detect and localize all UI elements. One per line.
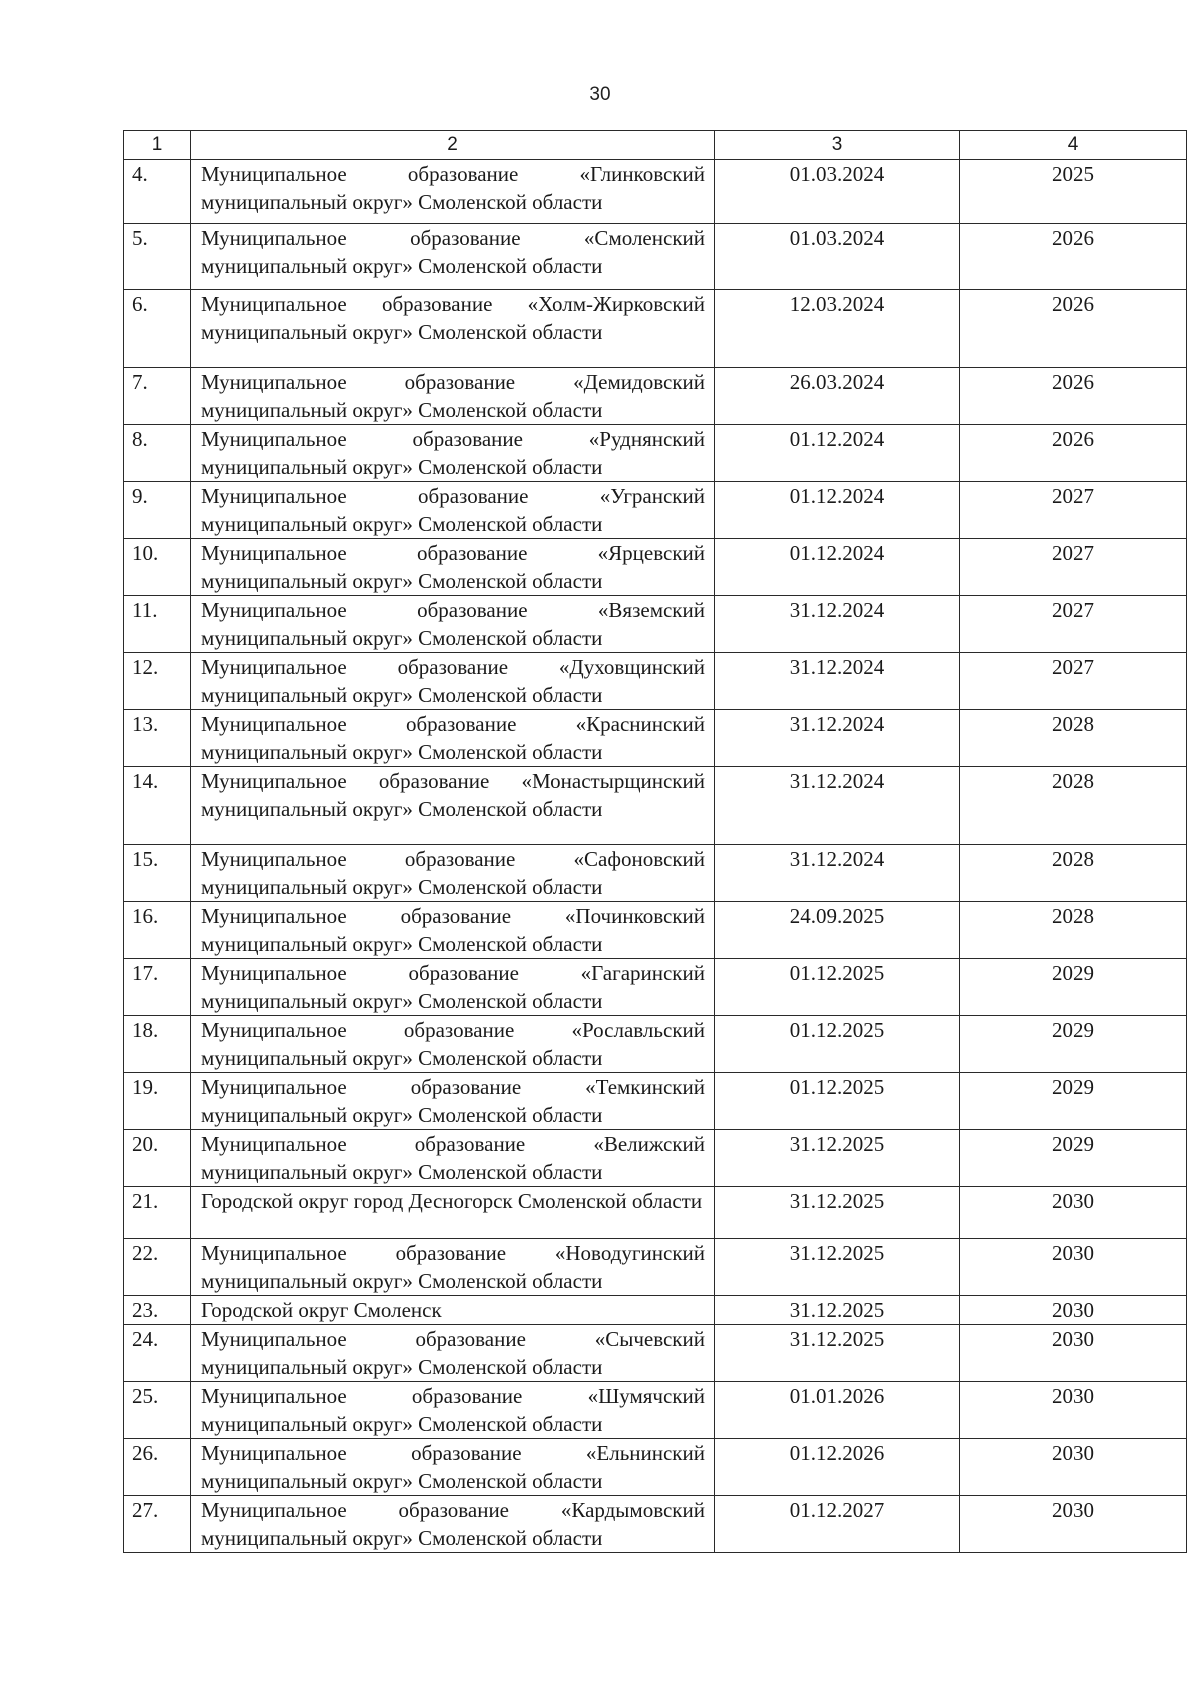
row-number-cell: 14. [124, 767, 191, 845]
table-row [124, 224, 1187, 290]
municipality-name-cell: Муниципальное образование «Краснинский муниципальный округ» Смоленской области [191, 710, 715, 767]
municipality-name-cell: Муниципальное образование «Сафоновский муниципальный округ» Смоленской области [191, 845, 715, 902]
row-number-cell: 25. [124, 1382, 191, 1439]
row-number-cell: 11. [124, 596, 191, 653]
table-row [124, 845, 1187, 902]
header-cell-number: 1 [124, 131, 191, 160]
transition-date-cell: 31.12.2025 [715, 1187, 960, 1239]
row-number-cell: 27. [124, 1496, 191, 1553]
transition-date-cell: 01.12.2026 [715, 1439, 960, 1496]
row-number-cell: 16. [124, 902, 191, 959]
target-year-cell: 2027 [960, 596, 1187, 653]
transition-date-cell: 24.09.2025 [715, 902, 960, 959]
row-number-cell: 20. [124, 1130, 191, 1187]
municipalities-table [123, 130, 1187, 1553]
transition-date-cell: 31.12.2025 [715, 1239, 960, 1296]
transition-date-cell: 31.12.2024 [715, 596, 960, 653]
target-year-cell: 2026 [960, 425, 1187, 482]
target-year-cell: 2030 [960, 1239, 1187, 1296]
municipality-name-cell: Муниципальное образование «Сычевский муниципальный округ» Смоленской области [191, 1325, 715, 1382]
table-row [124, 596, 1187, 653]
transition-date-cell: 01.12.2025 [715, 1016, 960, 1073]
municipality-name-cell: Муниципальное образование «Темкинский муниципальный округ» Смоленской области [191, 1073, 715, 1130]
municipality-name-cell: Муниципальное образование «Ярцевский муниципальный округ» Смоленской области [191, 539, 715, 596]
table-row [124, 902, 1187, 959]
table-row [124, 1439, 1187, 1496]
target-year-cell: 2030 [960, 1439, 1187, 1496]
row-number-cell: 13. [124, 710, 191, 767]
municipality-name-cell: Муниципальное образование «Смоленский муниципальный округ» Смоленской области [191, 224, 715, 290]
table-row [124, 1496, 1187, 1553]
transition-date-cell: 31.12.2025 [715, 1130, 960, 1187]
transition-date-cell: 01.12.2027 [715, 1496, 960, 1553]
municipality-name-cell: Муниципальное образование «Новодугинский муниципальный округ» Смоленской области [191, 1239, 715, 1296]
target-year-cell: 2027 [960, 482, 1187, 539]
municipality-name-cell: Муниципальное образование «Руднянский муниципальный округ» Смоленской области [191, 425, 715, 482]
transition-date-cell: 31.12.2024 [715, 653, 960, 710]
target-year-cell: 2026 [960, 290, 1187, 368]
row-number-cell: 23. [124, 1296, 191, 1325]
municipality-name-cell: Муниципальное образование «Велижский муниципальный округ» Смоленской области [191, 1130, 715, 1187]
row-number-cell: 18. [124, 1016, 191, 1073]
municipality-name-cell: Муниципальное образование «Холм-Жирковский муниципальный округ» Смоленской области [191, 290, 715, 368]
municipality-name-cell: Муниципальное образование «Духовщинский муниципальный округ» Смоленской области [191, 653, 715, 710]
target-year-cell: 2029 [960, 959, 1187, 1016]
target-year-cell: 2028 [960, 845, 1187, 902]
target-year-cell: 2028 [960, 710, 1187, 767]
target-year-cell: 2030 [960, 1325, 1187, 1382]
municipality-name-cell: Городской округ город Десногорск Смоленской области [191, 1187, 715, 1239]
transition-date-cell: 31.12.2024 [715, 845, 960, 902]
table-row [124, 653, 1187, 710]
table-row [124, 959, 1187, 1016]
table-row [124, 368, 1187, 425]
table-row [124, 290, 1187, 368]
municipality-name-cell: Муниципальное образование «Кардымовский муниципальный округ» Смоленской области [191, 1496, 715, 1553]
transition-date-cell: 01.12.2024 [715, 425, 960, 482]
transition-date-cell: 01.12.2025 [715, 1073, 960, 1130]
table-row [124, 1016, 1187, 1073]
municipality-name-cell: Муниципальное образование «Шумячский муниципальный округ» Смоленской области [191, 1382, 715, 1439]
table-row [124, 1130, 1187, 1187]
target-year-cell: 2028 [960, 767, 1187, 845]
transition-date-cell: 01.03.2024 [715, 224, 960, 290]
table-row [124, 1296, 1187, 1325]
target-year-cell: 2026 [960, 224, 1187, 290]
table-row [124, 425, 1187, 482]
transition-date-cell: 01.12.2024 [715, 482, 960, 539]
municipality-name-cell: Муниципальное образование «Рославльский муниципальный округ» Смоленской области [191, 1016, 715, 1073]
target-year-cell: 2029 [960, 1073, 1187, 1130]
table-row [124, 1073, 1187, 1130]
row-number-cell: 7. [124, 368, 191, 425]
target-year-cell: 2030 [960, 1496, 1187, 1553]
transition-date-cell: 31.12.2024 [715, 767, 960, 845]
transition-date-cell: 01.01.2026 [715, 1382, 960, 1439]
row-number-cell: 22. [124, 1239, 191, 1296]
target-year-cell: 2027 [960, 539, 1187, 596]
target-year-cell: 2030 [960, 1296, 1187, 1325]
municipality-name-cell: Муниципальное образование «Угранский муниципальный округ» Смоленской области [191, 482, 715, 539]
transition-date-cell: 01.03.2024 [715, 160, 960, 224]
municipality-name-cell: Муниципальное образование «Гагаринский муниципальный округ» Смоленской области [191, 959, 715, 1016]
table-body [124, 131, 1187, 1553]
municipality-name-cell: Муниципальное образование «Монастырщинский муниципальный округ» Смоленской области [191, 767, 715, 845]
target-year-cell: 2030 [960, 1187, 1187, 1239]
target-year-cell: 2027 [960, 653, 1187, 710]
municipality-name-cell: Муниципальное образование «Демидовский муниципальный округ» Смоленской области [191, 368, 715, 425]
header-cell-date: 3 [715, 131, 960, 160]
row-number-cell: 5. [124, 224, 191, 290]
row-number-cell: 21. [124, 1187, 191, 1239]
table-row [124, 1187, 1187, 1239]
target-year-cell: 2025 [960, 160, 1187, 224]
header-cell-year: 4 [960, 131, 1187, 160]
municipality-name-cell: Городской округ Смоленск [191, 1296, 715, 1325]
transition-date-cell: 26.03.2024 [715, 368, 960, 425]
table-row [124, 767, 1187, 845]
row-number-cell: 19. [124, 1073, 191, 1130]
row-number-cell: 15. [124, 845, 191, 902]
table-row [124, 1382, 1187, 1439]
municipality-name-cell: Муниципальное образование «Глинковский муниципальный округ» Смоленской области [191, 160, 715, 224]
transition-date-cell: 01.12.2024 [715, 539, 960, 596]
municipality-name-cell: Муниципальное образование «Ельнинский муниципальный округ» Смоленской области [191, 1439, 715, 1496]
row-number-cell: 6. [124, 290, 191, 368]
municipality-name-cell: Муниципальное образование «Вяземский муниципальный округ» Смоленской области [191, 596, 715, 653]
target-year-cell: 2029 [960, 1016, 1187, 1073]
row-number-cell: 17. [124, 959, 191, 1016]
table-row [124, 1239, 1187, 1296]
transition-date-cell: 12.03.2024 [715, 290, 960, 368]
row-number-cell: 4. [124, 160, 191, 224]
page-number: 30 [589, 84, 611, 105]
table-header-row [124, 131, 1187, 160]
target-year-cell: 2030 [960, 1382, 1187, 1439]
table-row [124, 539, 1187, 596]
row-number-cell: 24. [124, 1325, 191, 1382]
target-year-cell: 2026 [960, 368, 1187, 425]
transition-date-cell: 01.12.2025 [715, 959, 960, 1016]
transition-date-cell: 31.12.2025 [715, 1325, 960, 1382]
transition-date-cell: 31.12.2025 [715, 1296, 960, 1325]
table-row [124, 482, 1187, 539]
municipality-name-cell: Муниципальное образование «Починковский муниципальный округ» Смоленской области [191, 902, 715, 959]
table-row [124, 710, 1187, 767]
row-number-cell: 10. [124, 539, 191, 596]
row-number-cell: 26. [124, 1439, 191, 1496]
table-row [124, 160, 1187, 224]
row-number-cell: 9. [124, 482, 191, 539]
target-year-cell: 2029 [960, 1130, 1187, 1187]
table-row [124, 1325, 1187, 1382]
transition-date-cell: 31.12.2024 [715, 710, 960, 767]
target-year-cell: 2028 [960, 902, 1187, 959]
header-cell-name: 2 [191, 131, 715, 160]
row-number-cell: 8. [124, 425, 191, 482]
row-number-cell: 12. [124, 653, 191, 710]
